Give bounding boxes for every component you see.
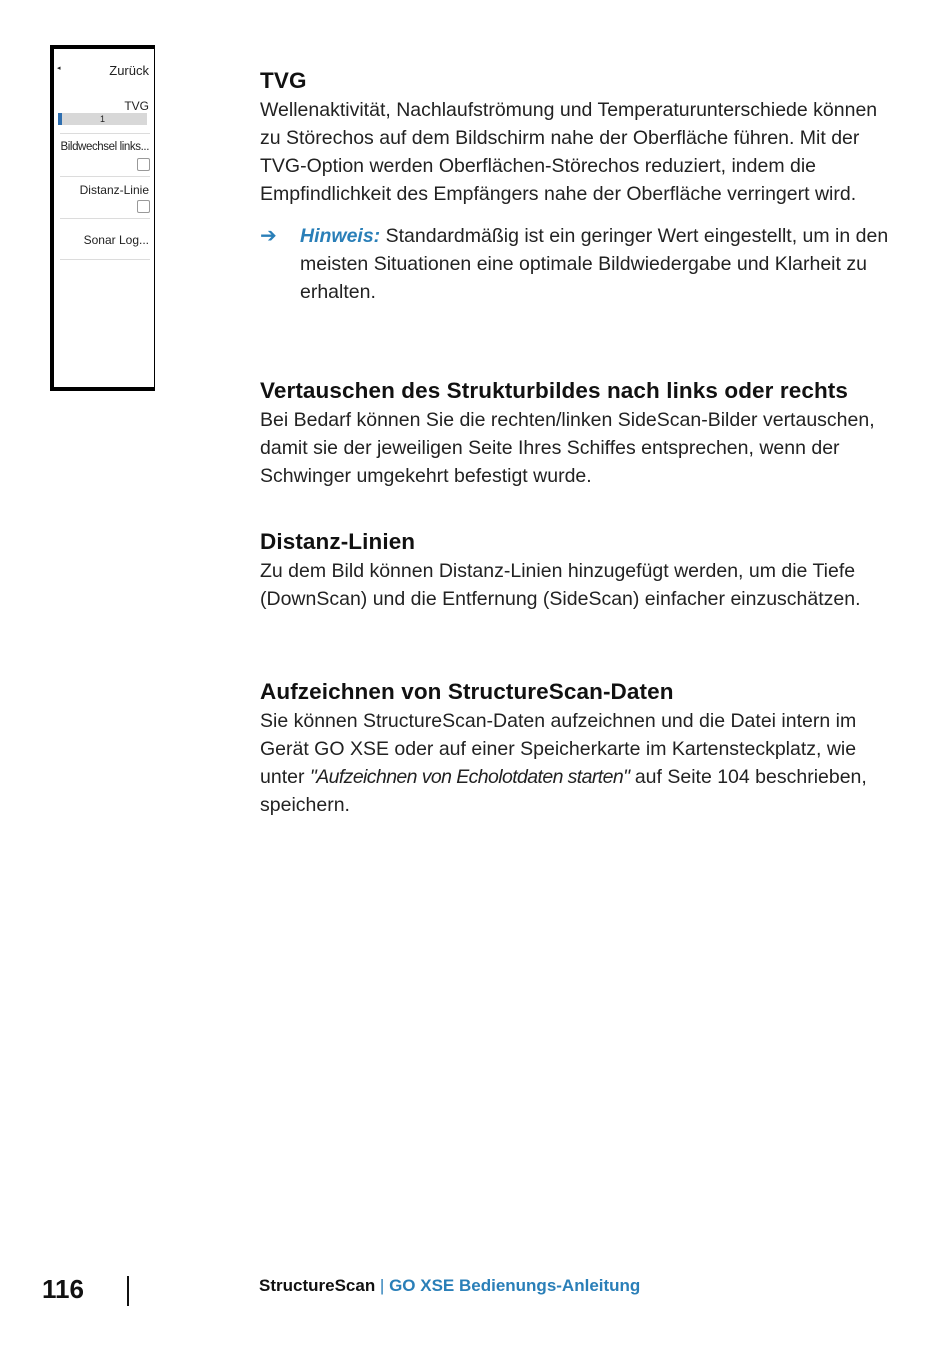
back-arrow-icon: ◂ <box>57 65 61 72</box>
body-text: Sie können StructureScan-Daten aufzeichnen und die Datei intern im Gerät GO XSE oder auf einer Speicherkarte im Kartensteckplatz, wie unter <box>260 710 857 788</box>
tvg-slider[interactable] <box>58 113 147 125</box>
section-heading: Vertauschen des Strukturbildes nach links oder rechts <box>260 378 848 403</box>
menu-divider <box>60 259 150 260</box>
section-heading: TVG <box>260 68 307 93</box>
section-swap <box>260 376 900 490</box>
cross-reference-link[interactable]: "Aufzeichnen von Echolotdaten starten" <box>309 766 630 788</box>
tvg-slider-fill <box>58 113 62 125</box>
sonar-log-label: Sonar Log... <box>83 233 149 247</box>
tvg-label: TVG <box>124 99 149 113</box>
footer-separator: | <box>375 1276 390 1295</box>
range-lines-checkbox[interactable] <box>137 200 150 213</box>
section-range-lines <box>260 527 900 613</box>
section-heading: Distanz-Linien <box>260 529 416 554</box>
section-record <box>260 677 900 819</box>
page-number: 116 <box>42 1274 84 1304</box>
section-body: Zu dem Bild können Distanz-Linien hinzugefügt werden, um die Tiefe (DownScan) und die Entfernung (SideScan) einfacher einzuschätzen. <box>260 560 861 610</box>
menu-divider <box>60 218 150 219</box>
back-label: Zurück <box>109 63 149 78</box>
section-body <box>260 707 900 819</box>
arrow-right-icon: ➔ <box>260 225 277 247</box>
footer-title <box>259 1276 640 1296</box>
back-menu-item[interactable] <box>54 63 152 83</box>
note-box <box>260 222 900 306</box>
body-text: auf Seite 104 beschrieben, speichern. <box>260 766 867 816</box>
section-tvg <box>260 66 900 306</box>
menu-divider <box>60 176 150 177</box>
section-body: Bei Bedarf können Sie die rechten/linken SideScan-Bilder vertauschen, damit sie der jeweiligen Seite Ihres Schiffes entsprechen, wenn der Schwinger umgekehrt befestigt wurde. <box>260 409 875 487</box>
footer-manual-title: GO XSE Bedienungs-Anleitung <box>389 1276 641 1295</box>
swap-checkbox[interactable] <box>137 158 150 171</box>
footer-chapter: StructureScan <box>259 1276 376 1295</box>
note-label: Hinweis: <box>300 225 381 247</box>
menu-divider <box>60 133 150 134</box>
swap-label: Bildwechsel links... <box>60 141 149 153</box>
section-body: Wellenaktivität, Nachlaufströmung und Temperaturunterschiede können zu Störechos auf dem Bildschirm nahe der Oberfläche führen. Mit der TVG-Option werden Oberflächen-Störechos reduziert, indem die Empfindlichkeit des Empfängers nahe der Oberfläche verringert wird. <box>260 99 878 205</box>
section-heading: Aufzeichnen von StructureScan-Daten <box>260 679 674 704</box>
tvg-slider-value: 1 <box>99 114 105 124</box>
footer-divider <box>127 1276 129 1306</box>
note-text: Standardmäßig ist ein geringer Wert eingestellt, um in den meisten Situationen eine optimale Bildwiedergabe und Klarheit zu erhalten. <box>300 225 889 303</box>
menu-screenshot <box>50 45 155 391</box>
range-lines-label: Distanz-Linie <box>79 183 149 197</box>
